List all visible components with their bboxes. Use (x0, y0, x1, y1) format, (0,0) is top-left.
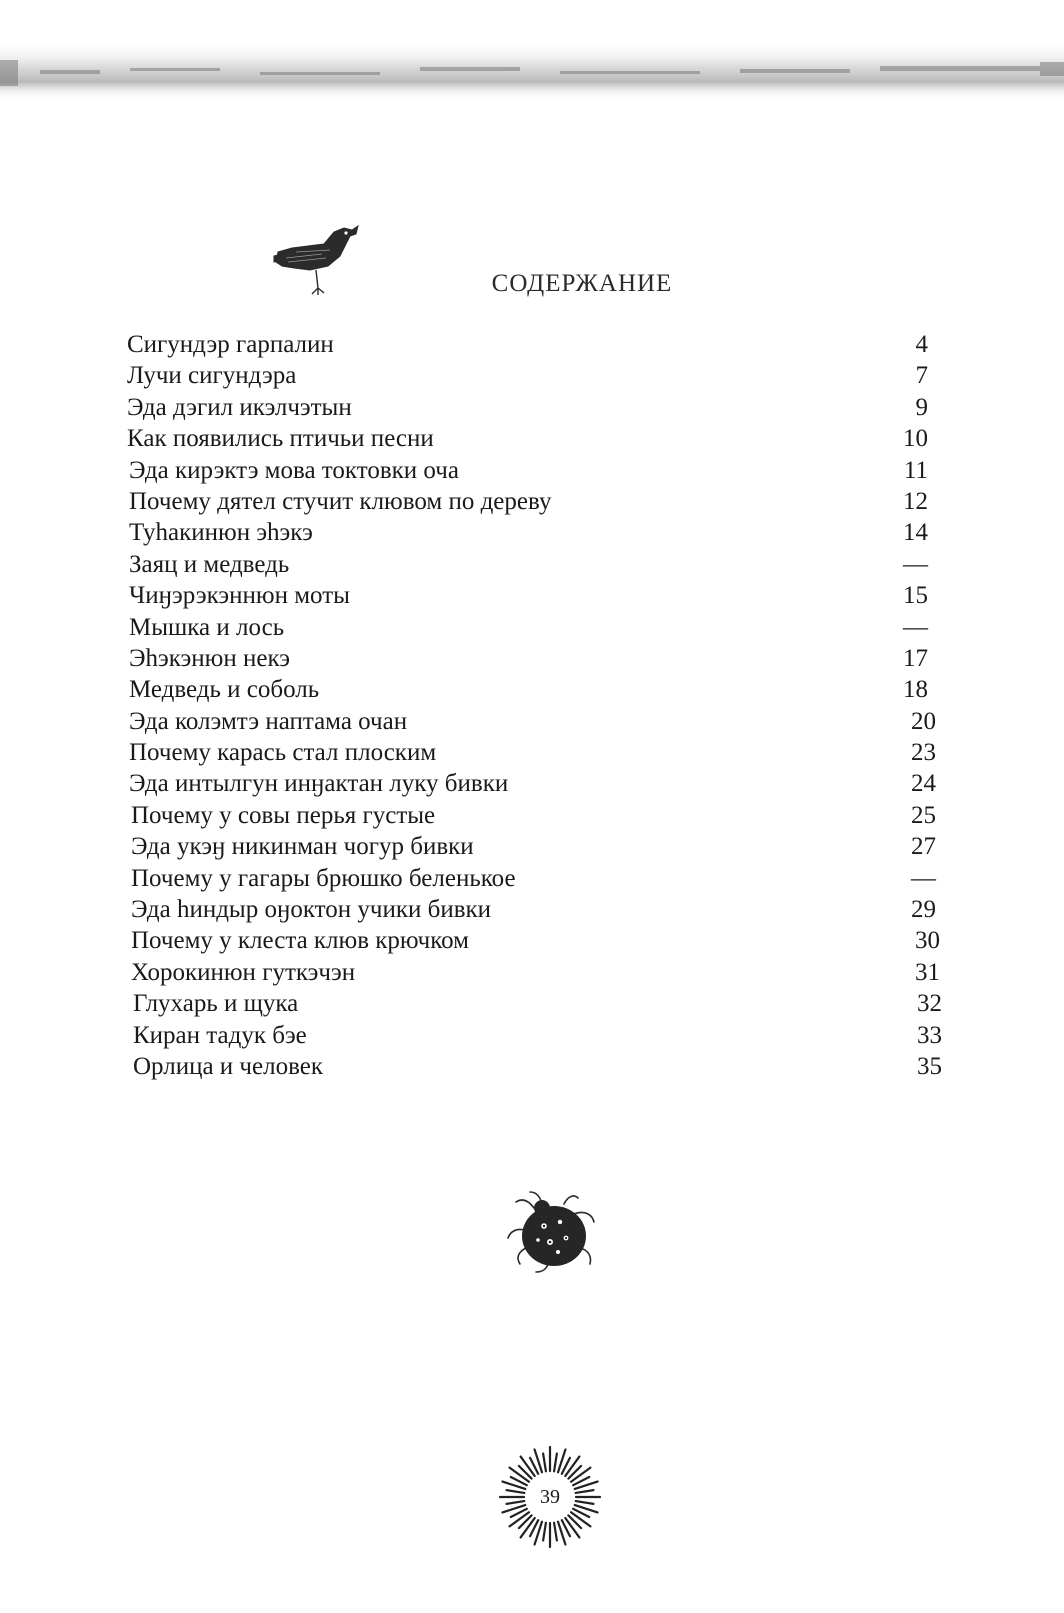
toc-entry (127, 612, 942, 643)
toc-entry (127, 486, 942, 517)
toc-entry-title: Медведь и соболь (129, 676, 320, 704)
toc-entry-page: 35 (917, 1052, 942, 1080)
toc-entry (127, 580, 942, 611)
toc-entry-page: 18 (903, 676, 928, 704)
toc-entry-title: Мышка и лось (129, 613, 285, 641)
toc-entry-title: Киран тадук бэе (133, 1021, 307, 1049)
toc-entry (127, 517, 942, 548)
toc-entry (127, 423, 942, 454)
toc-entry-page: — (911, 864, 936, 892)
toc-entry-title: Почему у клеста клюв крючком (131, 927, 469, 955)
toc-entry (127, 549, 942, 580)
toc-entry (127, 768, 942, 799)
toc-entry-page: — (903, 613, 928, 641)
toc-entry-page: 30 (915, 927, 940, 955)
toc-entry-page: 9 (915, 393, 928, 421)
toc-entry-page: 33 (917, 1021, 942, 1049)
ladybug-icon (502, 1186, 606, 1278)
toc-entry-title: Почему дятел стучит клювом по дереву (129, 487, 552, 515)
toc-entry-title: Эда hиндыр оӈоктон учики бивки (131, 896, 492, 924)
toc-entry-page: 14 (903, 519, 928, 547)
toc-entry-title: Эда интылгун инӈактан луку бивки (129, 770, 509, 798)
toc-entry-title: Эда кирэктэ мова токтовки оча (129, 456, 459, 484)
toc-entry (127, 863, 942, 894)
toc-entry-title: Эда дэгил икэлчэтын (127, 393, 352, 421)
toc-entry-page: 23 (911, 739, 936, 767)
toc-entry-page: 27 (911, 833, 936, 861)
toc-entry (127, 957, 942, 988)
toc-entry (127, 894, 942, 925)
toc-entry-page: — (903, 550, 928, 578)
toc-entry-page: 24 (911, 770, 936, 798)
toc-entry (127, 360, 942, 391)
toc-entry-title: Почему карась стал плоским (129, 739, 437, 767)
toc-entry (127, 392, 942, 423)
toc-entry (127, 674, 942, 705)
toc-entry-title: Эда колэмтэ наптама очан (129, 707, 408, 735)
toc-entry-title: Как появились птичьи песни (127, 425, 434, 453)
toc-list (127, 329, 942, 1082)
toc-entry (127, 643, 942, 674)
toc-heading: СОДЕРЖАНИЕ (491, 270, 673, 297)
toc-entry-page: 25 (911, 801, 936, 829)
toc-entry (127, 1051, 942, 1082)
toc-entry-page: 17 (903, 644, 928, 672)
toc-entry (127, 925, 942, 956)
toc-entry (127, 455, 942, 486)
toc-entry (127, 737, 942, 768)
toc-entry (127, 831, 942, 862)
toc-entry-page: 7 (915, 362, 928, 390)
top-texture-strip (0, 40, 1064, 100)
toc-entry-page: 12 (903, 487, 928, 515)
toc-entry-page: 4 (915, 331, 928, 358)
toc-entry-title: Лучи сигундэра (127, 362, 297, 390)
toc-entry-title: Эда укэӈ никинман чогур бивки (131, 833, 474, 861)
toc-entry-page: 32 (917, 990, 942, 1018)
toc-entry-title: Почему у совы перья густые (131, 801, 436, 829)
toc-entry-title: Чиӈэрэкэннюн моты (129, 582, 350, 610)
toc-entry-title: Хорокинюн гуткэчэн (131, 958, 356, 986)
toc-entry-title: Заяц и медведь (129, 550, 290, 578)
toc-entry-page: 31 (915, 958, 940, 986)
page-number: 39 (540, 1486, 560, 1508)
toc-entry (127, 800, 942, 831)
toc-entry (127, 329, 942, 360)
toc-entry-title: Глухарь и щука (133, 990, 299, 1018)
toc-entry (127, 988, 942, 1019)
toc-entry-title: Эhэкэнюн некэ (129, 644, 290, 672)
toc-entry-title: Сигундэр гарпалин (127, 331, 334, 358)
toc-entry-title: Туhакинюн эhэкэ (129, 519, 313, 547)
toc-entry (127, 1020, 942, 1051)
toc-entry-title: Почему у гагары брюшко беленькое (131, 864, 516, 892)
toc-entry-page: 20 (911, 707, 936, 735)
toc-entry-page: 10 (903, 425, 928, 453)
toc-entry-page: 29 (911, 896, 936, 924)
toc-entry (127, 706, 942, 737)
toc-entry-page: 15 (903, 582, 928, 610)
toc-entry-title: Орлица и человек (133, 1052, 323, 1080)
toc-entry-page: 11 (903, 456, 928, 484)
